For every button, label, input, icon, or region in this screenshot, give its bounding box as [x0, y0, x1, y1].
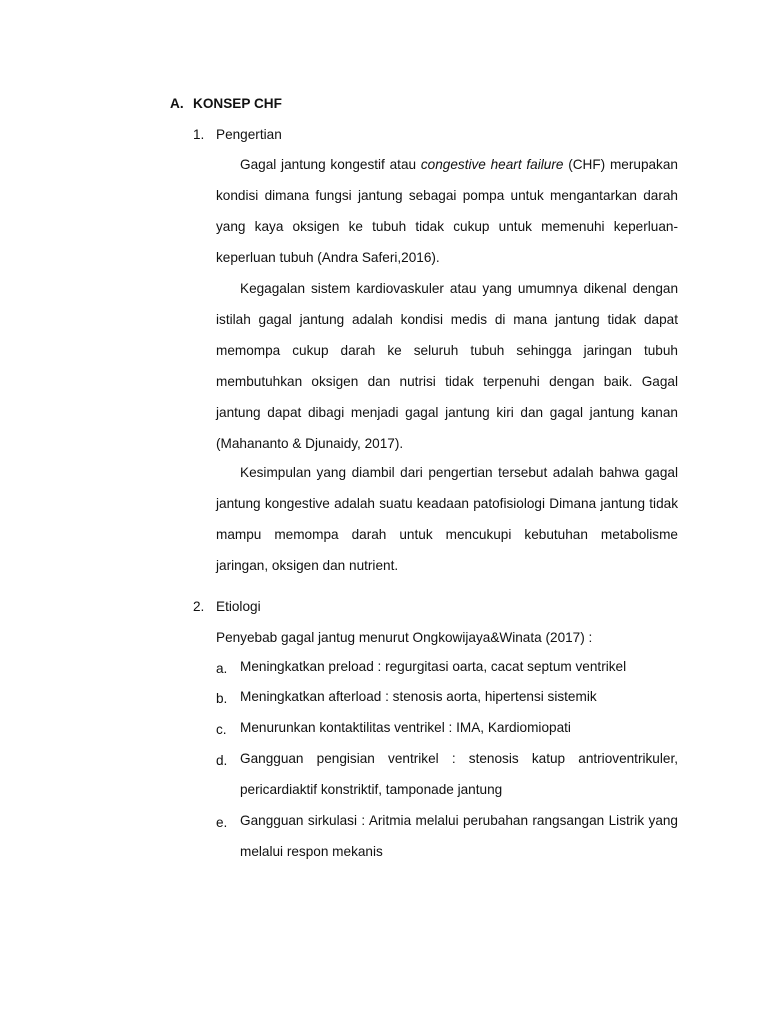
- list-item: Gangguan pengisian ventrikel : stenosis katup antrioventrikuler, pericardiaktif konstriktif, tamponade jantung: [240, 751, 678, 797]
- list-item-marker: e.: [216, 815, 228, 830]
- list-item: Gangguan sirkulasi : Aritmia melalui perubahan rangsangan Listrik yang melalui respon mekanis: [240, 813, 678, 859]
- list-item-marker: c.: [216, 722, 227, 737]
- para1-after: (CHF) merupakan kondisi dimana fungsi jantung sebagai pompa untuk mengantarkan darah yang kaya oksigen ke tubuh tidak cukup untuk memenuhi keperluan-keperluan tubuh (Andra Saferi,2016).: [216, 157, 678, 265]
- section-title: KONSEP CHF: [193, 96, 282, 111]
- sub1-number: 1.: [193, 127, 205, 142]
- paragraph-definition-2: Kegagalan sistem kardiovaskuler atau yang umumnya dikenal dengan istilah gagal jantung adalah kondisi medis di mana jantung tidak dapat memompa cukup darah ke seluruh tubuh sehingga jaringan tubuh membutuhkan oksigen dan nutrisi tidak terpenuhi dengan baik. Gagal jantung dapat dibagi menjadi gagal jantung kiri dan gagal jantung kanan (Mahananto & Djunaidy, 2017).: [216, 281, 678, 451]
- sub1-title: Pengertian: [216, 127, 282, 142]
- para1-before: Gagal jantung kongestif atau: [240, 157, 421, 172]
- list-item: Menurunkan kontaktilitas ventrikel : IMA, Kardiomiopati: [240, 720, 571, 735]
- list-item: Meningkatkan preload : regurgitasi oarta, cacat septum ventrikel: [240, 659, 627, 674]
- para1-italic-term: congestive heart failure: [420, 157, 564, 172]
- paragraph-definition-1: [216, 149, 678, 273]
- list-item: Meningkatkan afterload : stenosis aorta, hipertensi sistemik: [240, 689, 597, 704]
- paragraph-conclusion: Kesimpulan yang diambil dari pengertian tersebut adalah bahwa gagal jantung kongestive adalah suatu keadaan patofisiologi Dimana jantung tidak mampu memompa darah untuk mencukupi kebutuhan metabolisme jaringan, oksigen dan nutrient.: [216, 465, 678, 573]
- sub2-number: 2.: [193, 599, 205, 614]
- list-item-marker: b.: [216, 691, 228, 706]
- section-marker: A.: [170, 96, 184, 111]
- list-item-marker: a.: [216, 661, 228, 676]
- list-item-marker: d.: [216, 753, 228, 768]
- etiologi-intro: Penyebab gagal jantug menurut Ongkowijaya&Winata (2017) :: [216, 630, 593, 645]
- sub2-title: Etiologi: [216, 599, 261, 614]
